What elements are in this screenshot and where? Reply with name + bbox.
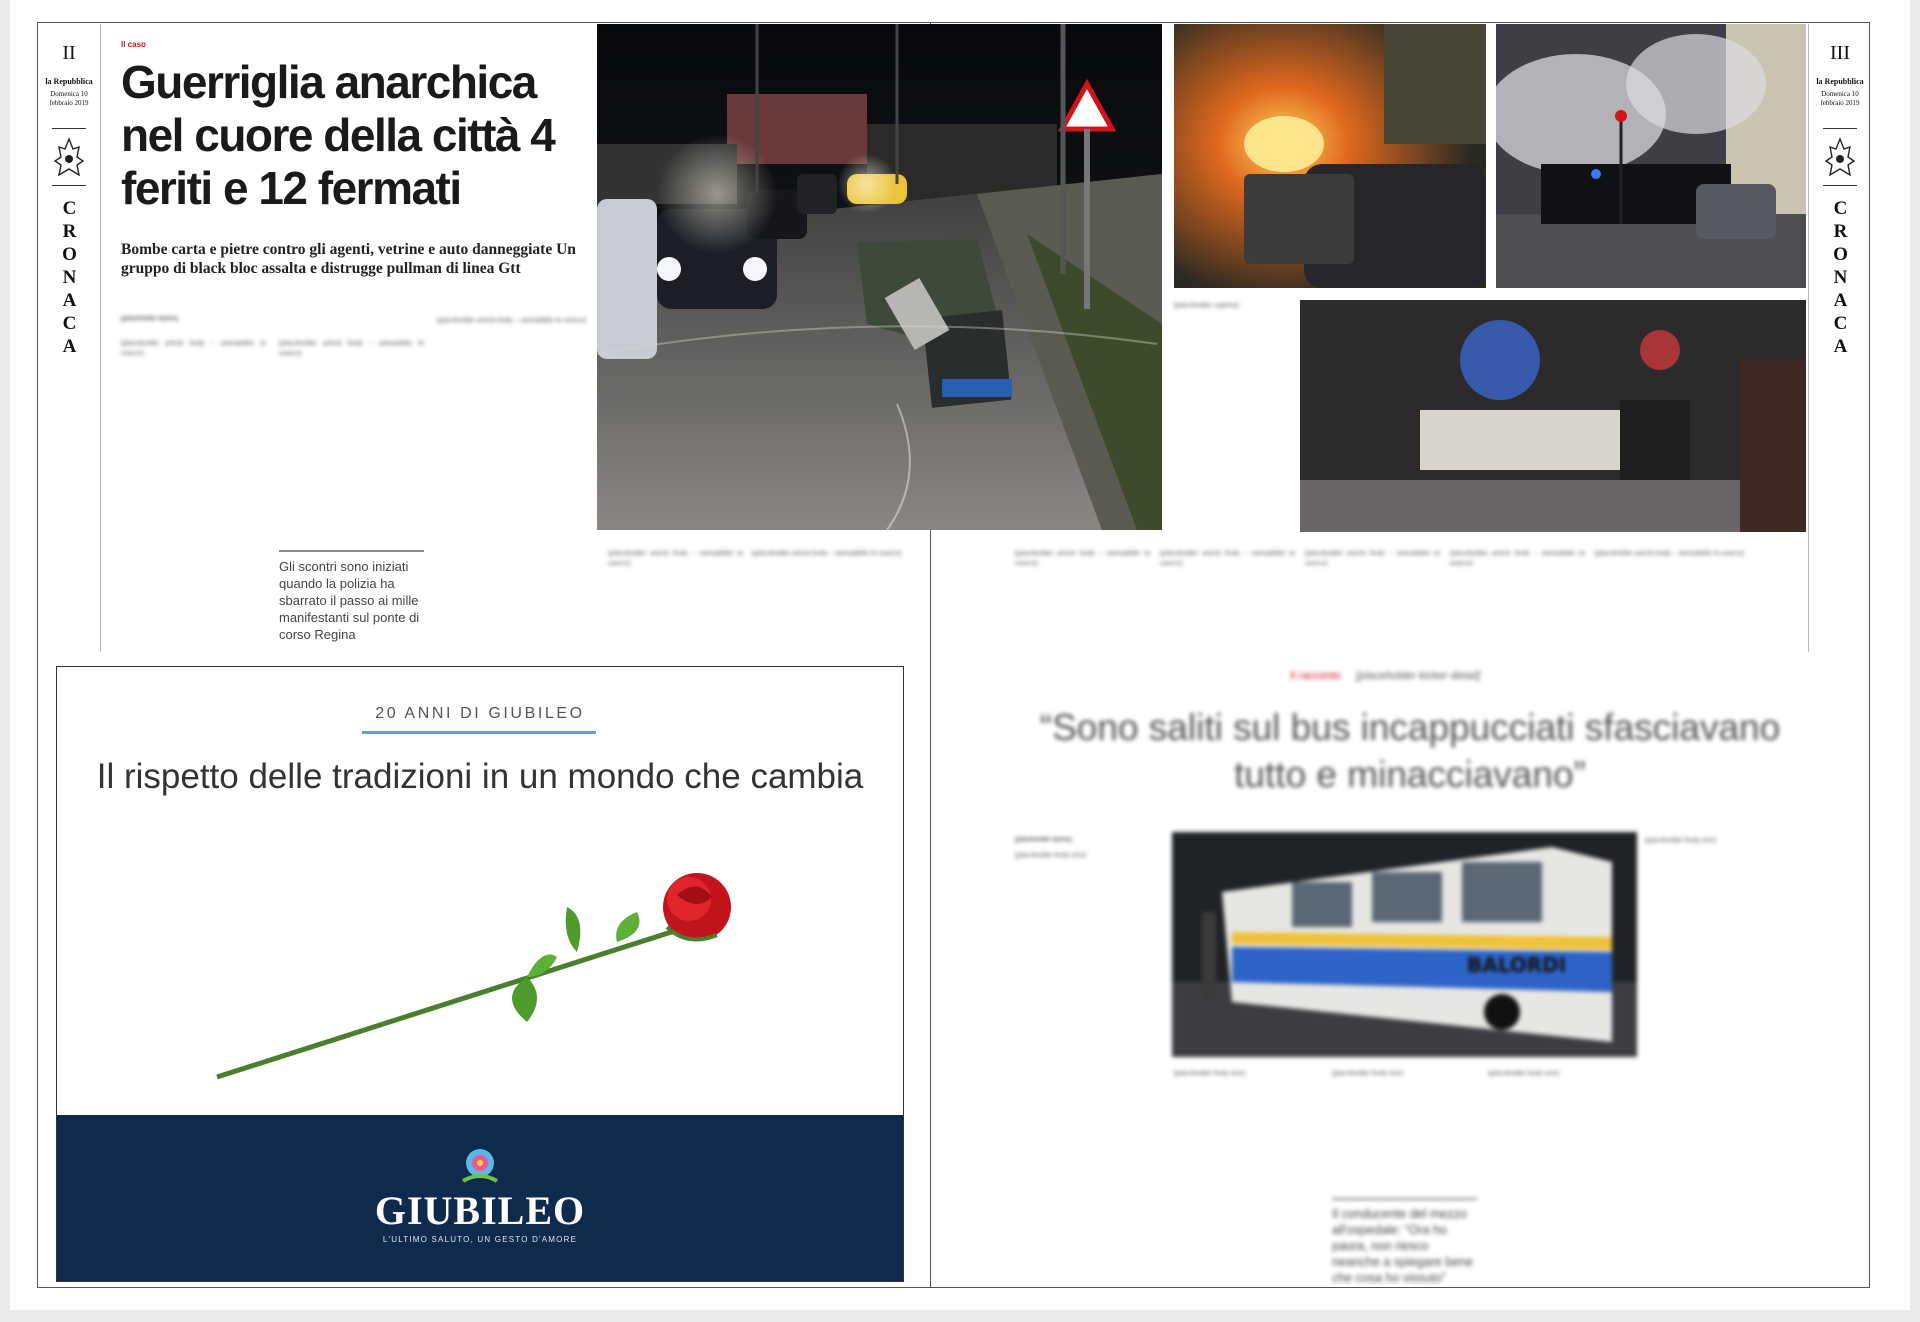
protest-banner-photo [1300, 300, 1806, 532]
side-body-col1: [placeholder body text] [1015, 850, 1086, 859]
emblem-icon [1823, 128, 1857, 186]
side-body-col2: [placeholder body text] [1174, 1068, 1245, 1077]
riot-police-photo [1496, 24, 1806, 288]
article-kicker: Il caso [121, 40, 146, 49]
page-date: Domenica 10 febbraio 2019 [1820, 90, 1860, 107]
page-number: II [62, 42, 76, 64]
ad-brand-name: GIUBILEO [374, 1188, 586, 1233]
right-body-col4: [placeholder article body – unreadable in source] [1450, 548, 1585, 567]
burning-car-photo [1174, 24, 1486, 288]
left-margin-strip [38, 24, 101, 652]
giubileo-logo-icon [455, 1143, 505, 1192]
section-label: CRONACA [59, 198, 80, 359]
masthead: la Repubblica [45, 77, 93, 86]
right-body-col1: [placeholder article body – unreadable in source] [1015, 548, 1150, 567]
masthead: la Repubblica [1816, 77, 1864, 86]
article-pull-quote: Gli scontri sono iniziati quando la polizia ha sbarrato il passo ai mille manifestanti sul ponte di corso Regina [279, 550, 424, 643]
giubileo-advertisement[interactable] [56, 666, 904, 1282]
section-label: CRONACA [1830, 198, 1851, 359]
article-headline: Guerriglia anarchica nel cuore della città 4 feriti e 12 fermati [121, 56, 555, 214]
side-body-col3: [placeholder body text] [1332, 1068, 1403, 1077]
ad-kicker-underline [362, 731, 596, 734]
street-barricade-photo [597, 24, 1162, 530]
rose-icon [197, 857, 757, 1102]
article-body-col3: [placeholder article body – unreadable in source] [437, 315, 586, 324]
article-byline: [placeholder byline] [121, 316, 178, 322]
ad-kicker: 20 ANNI DI GIUBILEO [375, 705, 585, 722]
right-body-col5: [placeholder article body – unreadable in source] [1595, 548, 1744, 557]
right-body-col2: [placeholder article body – unreadable in source] [1160, 548, 1295, 567]
article-body-col1: [placeholder article body – unreadable in source] [121, 338, 266, 357]
side-article-headline: “Sono saliti sul bus incappucciati sfasciavano tutto e minacciavano” [1039, 707, 1781, 795]
side-article-byline: [placeholder byline] [1015, 837, 1072, 843]
side-body-col4: [placeholder body text] [1488, 1068, 1559, 1077]
side-article-kicker: Il racconto [1290, 670, 1341, 682]
page-date: Domenica 10 febbraio 2019 [49, 90, 89, 107]
page-number: III [1830, 42, 1850, 64]
side-article-kicker-detail: [placeholder kicker detail] [1356, 670, 1481, 682]
damaged-bus-photo [1172, 832, 1637, 1057]
side-article-pull-quote: Il conducente del mezzo all'ospedale: “Ora ho paura, non riesco neanche a spiegare bene che cosa ho vissuto” [1332, 1198, 1477, 1286]
right-body-col3: [placeholder article body – unreadable in source] [1305, 548, 1440, 567]
article-body-col5: [placeholder article body – unreadable in source] [752, 548, 901, 557]
ad-headline: Il rispetto delle tradizioni in un mondo che cambia [96, 757, 864, 796]
article-subheadline: Bombe carta e pietre contro gli agenti, vetrine e auto danneggiate Un gruppo di black bloc assalta e distrugge pullman di linea Gtt [121, 241, 576, 277]
ad-tagline: L'ULTIMO SALUTO, UN GESTO D'AMORE [382, 1235, 578, 1244]
article-body-col2: [placeholder article body – unreadable in source] [279, 338, 424, 357]
bus-graffiti-text: BALORDI [1467, 953, 1567, 977]
article-body-col4: [placeholder article body – unreadable in source] [608, 548, 743, 567]
side-body-col6: [placeholder body text] [1645, 835, 1716, 844]
right-margin-strip [1808, 24, 1871, 652]
photo-caption: [placeholder caption] [1174, 300, 1239, 309]
emblem-icon [52, 128, 86, 186]
